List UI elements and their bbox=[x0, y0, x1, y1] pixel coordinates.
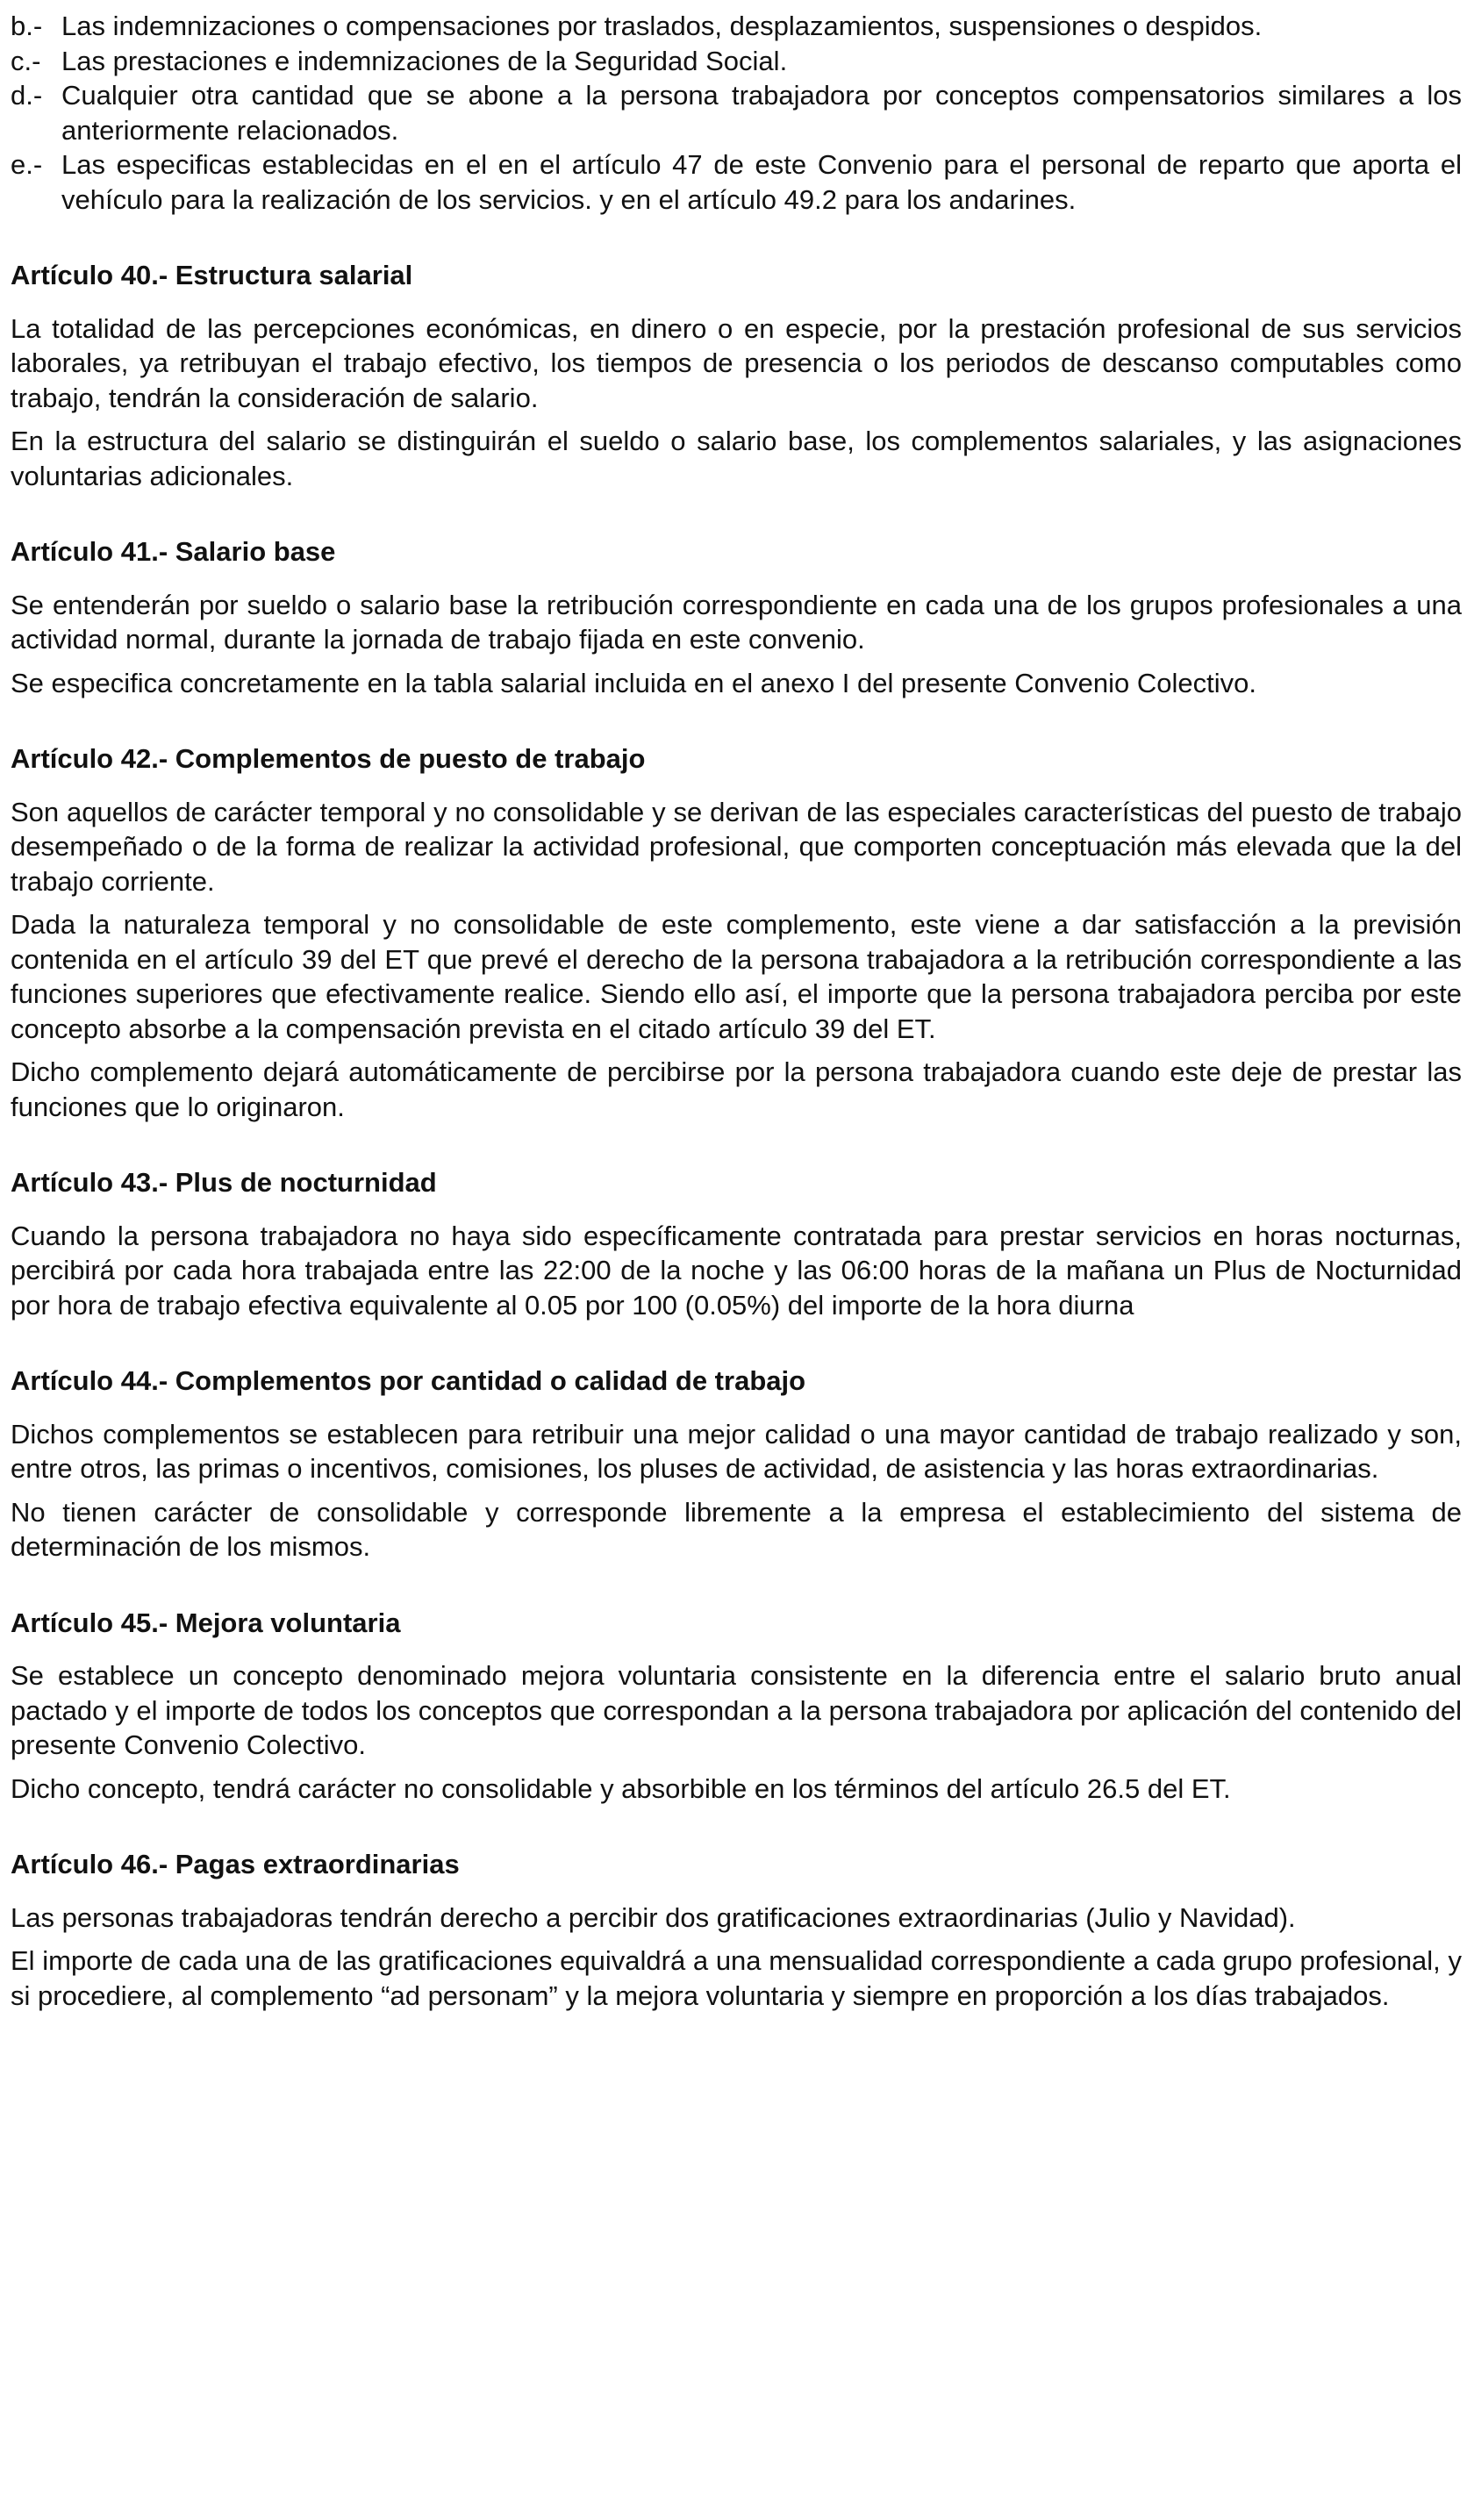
article-heading: Artículo 40.- Estructura salarial bbox=[11, 260, 413, 290]
article-paragraph: En la estructura del salario se distinguirán el sueldo o salario base, los complementos salariales, y las asignaciones voluntarias adicionales. bbox=[11, 426, 1462, 491]
article-paragraph: Dicho complemento dejará automáticamente de percibirse por la persona trabajadora cuando este deje de prestar las funciones que lo originaron. bbox=[11, 1056, 1462, 1122]
article-heading: Artículo 45.- Mejora voluntaria bbox=[11, 1607, 401, 1638]
article-44 bbox=[11, 1364, 1462, 1564]
list-marker: b.- bbox=[11, 11, 43, 41]
list-item-text: Las indemnizaciones o compensaciones por traslados, desplazamientos, suspensiones o despidos. bbox=[61, 11, 1263, 41]
list-item-text: Las prestaciones e indemnizaciones de la Seguridad Social. bbox=[61, 45, 788, 76]
article-paragraph: Dichos complementos se establecen para retribuir una mejor calidad o una mayor cantidad de trabajo realizado y son, entre otros, las primas o incentivos, comisiones, los pluses de actividad, de asistencia y las horas extraordinarias. bbox=[11, 1418, 1462, 1484]
list-item bbox=[11, 147, 1462, 217]
article-paragraph: Se especifica concretamente en la tabla salarial incluida en el anexo I del presente Convenio Colectivo. bbox=[11, 667, 1256, 698]
article-42 bbox=[11, 741, 1462, 1124]
article-43 bbox=[11, 1165, 1462, 1322]
article-41 bbox=[11, 534, 1462, 700]
article-45 bbox=[11, 1606, 1462, 1807]
list-item bbox=[11, 44, 1462, 79]
article-heading: Artículo 43.- Plus de nocturnidad bbox=[11, 1167, 437, 1198]
article-heading: Artículo 46.- Pagas extraordinarias bbox=[11, 1849, 460, 1879]
article-paragraph: El importe de cada una de las gratificaciones equivaldrá a una mensualidad correspondiente a cada grupo profesional, y si procediere, al complemento “ad personam” y la mejora voluntaria y siempre en proporción a los días trabajados. bbox=[11, 1945, 1462, 2011]
article-paragraph: Dada la naturaleza temporal y no consolidable de este complemento, este viene a dar satisfacción a la previsión contenida en el artículo 39 del ET que prevé el derecho de la persona trabajadora a la retribución correspondiente a las funciones superiores que efectivamente realice. Siendo ello así, el importe que la persona trabajadora perciba por este concepto absorbe a la compensación prevista en el citado artículo 39 del ET. bbox=[11, 909, 1462, 1044]
article-heading: Artículo 41.- Salario base bbox=[11, 536, 336, 567]
article-paragraph: Se establece un concepto denominado mejora voluntaria consistente en la diferencia entre el salario bruto anual pactado y el importe de todos los conceptos que correspondan a la persona trabajadora por aplicación del contenido del presente Convenio Colectivo. bbox=[11, 1660, 1462, 1760]
list-marker: e.- bbox=[11, 149, 43, 180]
article-paragraph: Las personas trabajadoras tendrán derecho a percibir dos gratificaciones extraordinarias (Julio y Navidad). bbox=[11, 1901, 1296, 1933]
article-paragraph: La totalidad de las percepciones económicas, en dinero o en especie, por la prestación profesional de sus servicios laborales, ya retribuyan el trabajo efectivo, los tiempos de presencia o los periodos de descanso computables como trabajo, tendrán la consideración de salario. bbox=[11, 312, 1462, 413]
article-paragraph: Dicho concepto, tendrá carácter no consolidable y absorbible en los términos del artículo 26.5 del ET. bbox=[11, 1772, 1231, 1804]
article-40 bbox=[11, 258, 1462, 493]
article-heading: Artículo 44.- Complementos por cantidad o calidad de trabajo bbox=[11, 1365, 806, 1396]
article-paragraph: Cuando la persona trabajadora no haya sido específicamente contratada para prestar servicios en horas nocturnas, percibirá por cada hora trabajada entre las 22:00 de la noche y las 06:00 horas de la mañana un Plus de Nocturnidad por hora de trabajo efectiva equivalente al 0.05 por 100 (0.05%) del importe de la hora diurna bbox=[11, 1220, 1462, 1321]
list-item-text: Las especificas establecidas en el en el artículo 47 de este Convenio para el personal de reparto que aporta el vehículo para la realización de los servicios. y en el artículo 49.2 para los andarines. bbox=[61, 149, 1462, 215]
article-46 bbox=[11, 1847, 1462, 2013]
list-continuation bbox=[11, 9, 1462, 217]
article-paragraph: Son aquellos de carácter temporal y no consolidable y se derivan de las especiales características del puesto de trabajo desempeñado o de la forma de realizar la actividad profesional, que comporten conceptuación más elevada que la del trabajo corriente. bbox=[11, 796, 1462, 897]
article-paragraph: No tienen carácter de consolidable y corresponde libremente a la empresa el establecimiento del sistema de determinación de los mismos. bbox=[11, 1496, 1462, 1562]
list-item bbox=[11, 9, 1462, 44]
list-marker: d.- bbox=[11, 80, 43, 111]
list-item-text: Cualquier otra cantidad que se abone a la persona trabajadora por conceptos compensatorios similares a los anteriormente relacionados. bbox=[61, 80, 1462, 146]
article-heading: Artículo 42.- Complementos de puesto de trabajo bbox=[11, 743, 646, 774]
article-paragraph: Se entenderán por sueldo o salario base la retribución correspondiente en cada una de los grupos profesionales a una actividad normal, durante la jornada de trabajo fijada en este convenio. bbox=[11, 589, 1462, 655]
list-item bbox=[11, 78, 1462, 147]
list-marker: c.- bbox=[11, 45, 41, 76]
